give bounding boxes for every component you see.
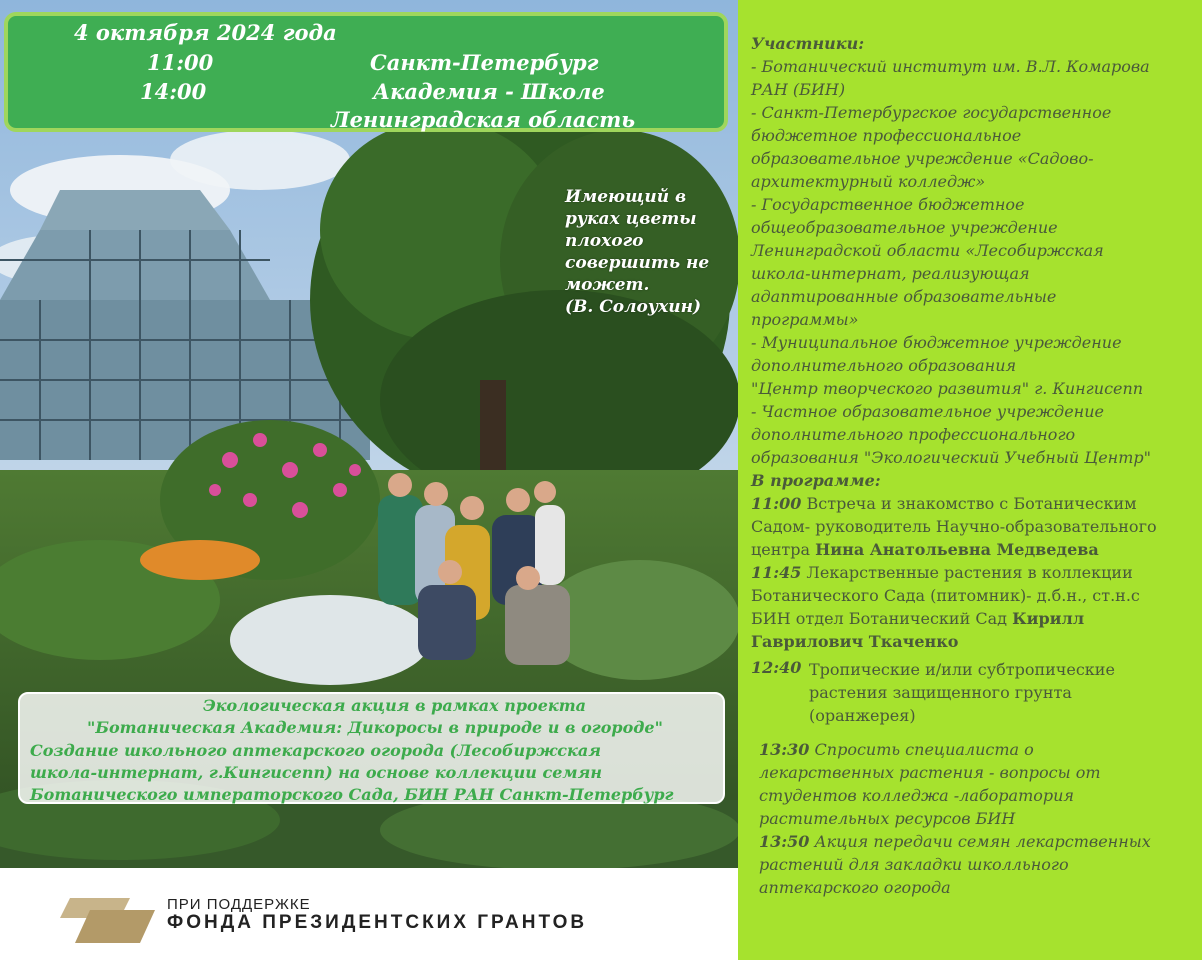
participant-line: РАН (БИН) <box>751 80 846 99</box>
quote-line: может. <box>565 275 650 295</box>
event-time-2: 14:00 <box>140 79 207 104</box>
program-item-3-line: Тропические и/или субтропические <box>809 660 1115 679</box>
project-description-card <box>18 692 725 804</box>
program-item-3-line: (оранжерея) <box>809 706 916 725</box>
program-item-4: 13:30 Спросить специалиста о <box>759 740 1034 759</box>
quote-line: Имеющий в <box>565 187 687 207</box>
grant-fund-emblem-icon <box>60 888 155 948</box>
project-line: Экологическая акция в рамках проекта <box>203 696 587 715</box>
event-place-1: Санкт-Петербург <box>370 50 599 75</box>
project-line: Создание школьного аптекарского огорода (Лесобиржская <box>30 741 601 760</box>
program-item-4-line: растительных ресурсов БИН <box>759 809 1016 828</box>
project-line: Ботанического императорского Сада, БИН РАН Санкт-Петербург <box>30 785 674 804</box>
program-item-1: 11:00 Встреча и знакомство с Ботаническим <box>751 494 1137 513</box>
participant-line: дополнительного профессионального <box>751 425 1076 444</box>
participant-line: - Санкт-Петербургское государственное <box>751 103 1112 122</box>
quote-author: (В. Солоухин) <box>565 297 701 317</box>
participant-line: Ленинградской области «Лесобиржская <box>751 241 1104 260</box>
event-info-card <box>4 12 728 132</box>
participant-line: - Ботанический институт им. В.Л. Комарова <box>751 57 1150 76</box>
participant-line: образовательное учреждение «Садово- <box>751 149 1094 168</box>
program-time: 11:00 <box>751 494 802 513</box>
participant-line: бюджетное профессиональное <box>751 126 1022 145</box>
program-time: 13:50 <box>759 832 810 851</box>
speaker-name: Нина Анатольевна Медведева <box>815 540 1099 559</box>
participant-line: - Частное образовательное учреждение <box>751 402 1104 421</box>
program-item-2: 11:45 Лекарственные растения в коллекции <box>751 563 1133 582</box>
program-item-1-line: Садом- руководитель Научно-образовательного <box>751 517 1157 536</box>
program-item-1-line: центра Нина Анатольевна Медведева <box>751 540 1099 559</box>
program-item-3-line: растения защищенного грунта <box>809 683 1072 702</box>
program-time: 13:30 <box>759 740 810 759</box>
program-heading: В программе: <box>751 471 881 490</box>
participant-line: архитектурный колледж» <box>751 172 986 191</box>
program-item-2-line: БИН отдел Ботанический Сад Кирилл <box>751 609 1085 628</box>
program-time: 12:40 <box>751 658 802 677</box>
program-item-5-line: растений для закладки школльного <box>759 855 1069 874</box>
participant-line: - Муниципальное бюджетное учреждение <box>751 333 1122 352</box>
program-item-4-line: студентов колледжа -лаборатория <box>759 786 1075 805</box>
project-line: школа-интернат, г.Кингисепп) на основе коллекции семян <box>30 763 602 782</box>
quote-line: плохого <box>565 231 644 251</box>
program-time: 11:45 <box>751 563 802 582</box>
event-place-3: Ленинградская область <box>331 107 636 132</box>
quote-line: руках цветы <box>565 209 697 229</box>
logo-caption-small: ПРИ ПОДДЕРЖКЕ <box>167 896 311 913</box>
event-place-2: Академия - Школе <box>373 79 605 104</box>
participant-line: - Государственное бюджетное <box>751 195 1025 214</box>
participant-line: программы» <box>751 310 859 329</box>
project-title: "Ботаническая Академия: Дикоросы в природе и в огороде" <box>87 718 663 737</box>
participant-line: адаптированные образовательные <box>751 287 1057 306</box>
program-item-5: 13:50 Акция передачи семян лекарственных <box>759 832 1151 851</box>
event-date: 4 октября 2024 года <box>74 20 337 45</box>
quote <box>565 186 735 318</box>
program-item-4-line: лекарственных растения - вопросы от <box>759 763 1101 782</box>
participant-line: школа-интернат, реализующая <box>751 264 1030 283</box>
speaker-name: Гаврилович Ткаченко <box>751 632 959 651</box>
speaker-name: Кирилл <box>1012 609 1085 628</box>
event-time-1: 11:00 <box>147 50 214 75</box>
participants-heading: Участники: <box>751 34 865 53</box>
participant-line: дополнительного образования <box>751 356 1017 375</box>
program-item-2-line: Ботанического Сада (питомник)- д.б.н., ст.н.с <box>751 586 1140 605</box>
participant-line: "Центр творческого развития" г. Кингисепп <box>751 379 1144 398</box>
participant-line: общеобразовательное учреждение <box>751 218 1058 237</box>
program-item-5-line: аптекарского огорода <box>759 878 951 897</box>
participant-line: образования "Экологический Учебный Центр" <box>751 448 1151 467</box>
quote-line: совершить не <box>565 253 710 273</box>
logo-caption-big: ФОНДА ПРЕЗИДЕНТСКИХ ГРАНТОВ <box>167 912 588 933</box>
program-panel <box>738 0 1202 960</box>
grant-fund-logo <box>0 868 738 960</box>
